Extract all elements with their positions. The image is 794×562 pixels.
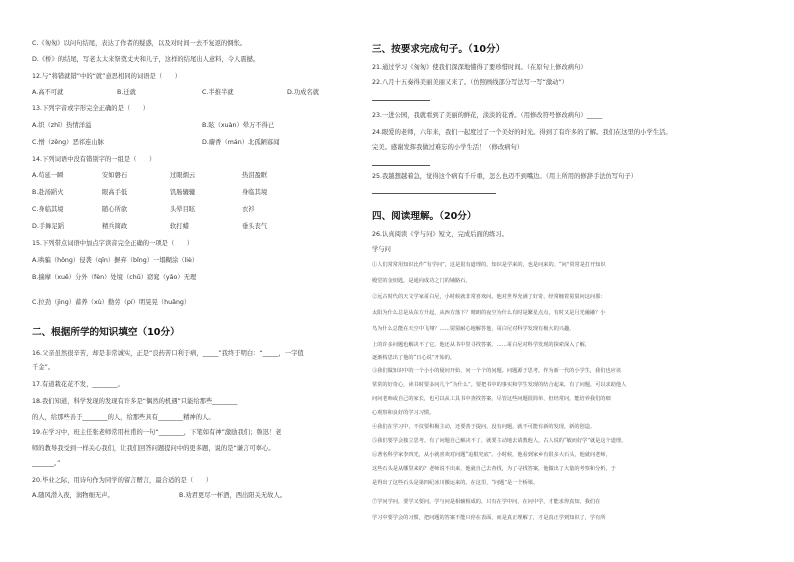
q14-cell: 安如磐石 [102,172,128,179]
q13-option-a: A.织（zhī）热情洋溢 [32,122,92,129]
q15-option-c: C.拉劲（jìng）蓄养（xù）勤劳（pí）明晃晃（huǎng） [32,299,191,306]
passage-line: 学习中要学会的习惯，把问题的答案不能只停在表面，而是真正理解了，才是真正学到知识了，学有所 [372,515,606,521]
q14-cell: 随心所欲 [102,206,128,213]
passage-line: ②远古时代的天文学家哥白尼，小时候就非常喜欢问。他对世界充满了好奇，经常缠着舅舅问这问那： [372,294,606,300]
q23: 23.一进公园，我就看到了美丽的鲜花，淡淡的花香。（用修改符号修改病句）_____ [372,112,603,119]
q12-option-a: A.高不可就 [32,89,64,96]
passage-line: 殿堂的金钥匙，是通向成功之门的铺路石。 [372,278,471,284]
passage-line: 太阳为什么总是从东方升起，从西方落下？晴朗的夜空为什么有时是繁星点点，有时又是月光融融？小 [372,310,606,316]
q19-line-1: 19.在学习中，班主任张老师常用杜甫的一句“________，下笔如有神”激励我们；鲁迅！老 [32,429,282,436]
q19-line-3: _______。” [32,460,61,467]
q25: 25.我越想越着急，觉得这个病有千斤重，怎么也迈不到嘴边。（用上所用的修辞手法仿写句子） [372,173,638,180]
q14-cell: 垂头丧气 [242,223,268,230]
q14-cell: 身临其境 [242,189,268,196]
passage-line: 鸟为什么总能在天空中飞翔？……舅舅耐心地解答他，哥白尼对科学发现有极大的兴趣。 [372,326,575,332]
q14-cell: 精兵简政 [102,223,128,230]
answer-line [372,100,430,101]
q14-cell: 头晕目眩 [170,206,196,213]
q16-line-2: 千金”。 [32,364,55,371]
answer-line [372,193,496,194]
q21: 21.通过学习《匆匆》使我们深深地懂得了要珍惜时间。（在原句上修改病句） [372,64,587,71]
q12-option-d: D.功成名就 [287,89,320,96]
passage-line: 常常的好奇心，读书时要多问几个“为什么”。要把书中的事实和学生发现的结合起来，有了问题，可以求助他人 [372,382,627,388]
section-4-title: 四、阅读理解。（20分） [372,211,477,222]
passage-line: 逐渐构思出了他的“日心说”开始的。 [372,355,456,361]
q24-line-1: 24.眼爱的老师，六年来，我们一起度过了一个美好的时光。得到了有许多的了解。我们在这里的小学生活。 [372,129,672,136]
section-2-title: 二、根据所学的知识填空（10分） [32,327,180,338]
q16-line-1: 16.父亲虽然很辛苦，却是非常诚实，正是“良药苦口利于病，_____”我终于明白：“_____，一字值 [32,350,304,357]
q22: 22.八月十五奏得美丽美丽又来了。（仿照画线部分写法写一写“激动”） [372,79,568,86]
q18-line-1: 18.我们知道，科学发现的发现有许多是“偶然的机遇”只能给那些________ [32,398,238,405]
q12-stem: 12.与“将错就错”中的“就”意思相同的词语是（ ） [32,73,182,80]
q13-stem: 13.下列字音或字形完全正确的是（ ） [32,105,150,112]
q11-option-c: C.《匆匆》以问句结尾，表达了作者的疑惑，以及对时间一去不复返的惆怅。 [32,40,247,47]
passage-line: 上的许多问题也解决不了它，他还从书中里寻找答案。……哥白尼对科学发现的探索深入了解， [372,342,590,348]
q14-stem: 14.下列词语中没有错别字的一组是（ ） [32,156,156,163]
q17: 17.有道栽花花不发，________。 [32,381,124,388]
q12-option-b: B.迁就 [117,89,136,96]
q14-cell: D.手舞足蹈 [32,223,65,230]
passage-line: ①人们常常用知识比作“有学问”，这是很有道理的。知识是学来的，也是问来的。“问”常常是打开知识 [372,262,606,268]
passage-line: ④我们在学习中，不仅要积极主动，还要善于提问，没有问题，就不可能有新的发现，新的创造。 [372,424,596,430]
passage-line: ⑦学问学问，要学又要问。学与问是相辅相成的，只有在学中问，在问中学，才能求得真知，我们在 [372,499,601,505]
q14-cell: 眼高手低 [102,189,128,196]
answer-line [372,165,430,166]
q14-cell: 衣衫 [242,206,255,213]
q12-option-c: C.半推半就 [202,89,234,96]
q14-cell: B.赴汤蹈火 [32,189,64,196]
section-3-title: 三、按要求完成句子。（10分） [372,44,506,55]
q13-option-b: B.眩（xuàn）晕万不得已 [202,122,275,129]
q11-option-d: D.《桥》的结尾，写老太太来祭奠丈夫和儿子，这样的结尾出人意料，令人震撼。 [32,56,260,63]
q13-option-d: D.麝香（mán）北孤陋寡闻 [202,139,280,146]
q15-option-b: B.揣摩（xuē）分外（fèn）处境（chǔ）窈窕（yǎo）无理 [32,274,197,281]
q24-line-2: 完美。感谢发挥我做过难忘的小学生活！（修改病句） [372,144,524,151]
q19-line-2: 师的教导我受到一样关心我们，让我们回答问题提问中的更多题，说的是“谦言可辜心。 [32,445,275,452]
q14-cell: 饥肠辘辘 [170,189,196,196]
q13-option-c: C.憎（zēng）恶祁连山脉 [32,139,104,146]
q14-cell: C.身临其境 [32,206,64,213]
q15-stem: 15.下列带点词语中加点字读音完全正确的一项是（ ） [32,240,194,247]
q18-line-2: 的人，给那些善于________的人，给那些具有________精神的人。 [32,414,215,421]
q26: 26.认真阅读《学与问》短文，完成后面的练习。 [372,231,508,238]
q14-cell: 过眼烟云 [170,172,196,179]
q14-cell: A.苟延一瞬 [32,172,64,179]
q14-cell: 软打蜡 [170,223,189,230]
passage-line: 这些石头是从哪里来的？老师说不出来，他就自己去查找，为了寻找答案，他做出了大量的考察和分析，于 [372,466,616,472]
passage-line: 问问老师或自己的家长，也可以从工具书中查找答案。尽管这些问题很简单，但经常问，能培养我们的细 [372,396,611,402]
passage-line: 是得出了这些石头是第四纪冰川搬运来的。在这里，“问题”是一个桥梁。 [372,480,539,486]
passage-line: ⑤我们要学会独立思考。有了问题自己解决不了，就要主动地去请教他人。古人说的“敏而好学”就是这个道理。 [372,438,627,444]
q20-option-a: A.随风潜入夜，润物细无声。 [32,492,114,499]
passage-line: 心观察和良好的学习习惯。 [372,410,435,416]
q20-option-b: B.劝君更尽一杯酒，西出阳关无故人。 [179,492,287,499]
passage-title: 学与问 [372,246,391,253]
q20-stem: 20.毕业之际，用诗句作为同学的留言赠言，最合适的是（ ） [32,477,213,484]
q15-option-a: A.哄骗（hǒng）侵袭（qīn）摒弃（bǐng）一塌糊涂（liè） [32,257,199,264]
passage-line: ⑥著名科学家李四光，从小就喜欢对问题“追根究底”。小时候，他看到家乡有很多大石头，他就问老师， [372,452,611,458]
q14-cell: 热泪盈眶 [242,172,268,179]
passage-line: ③我们做知识中的一个小小的疑问开始，问一个个的问题。问题源于思考，作为新一代的小学生，我们也应该 [372,368,622,374]
